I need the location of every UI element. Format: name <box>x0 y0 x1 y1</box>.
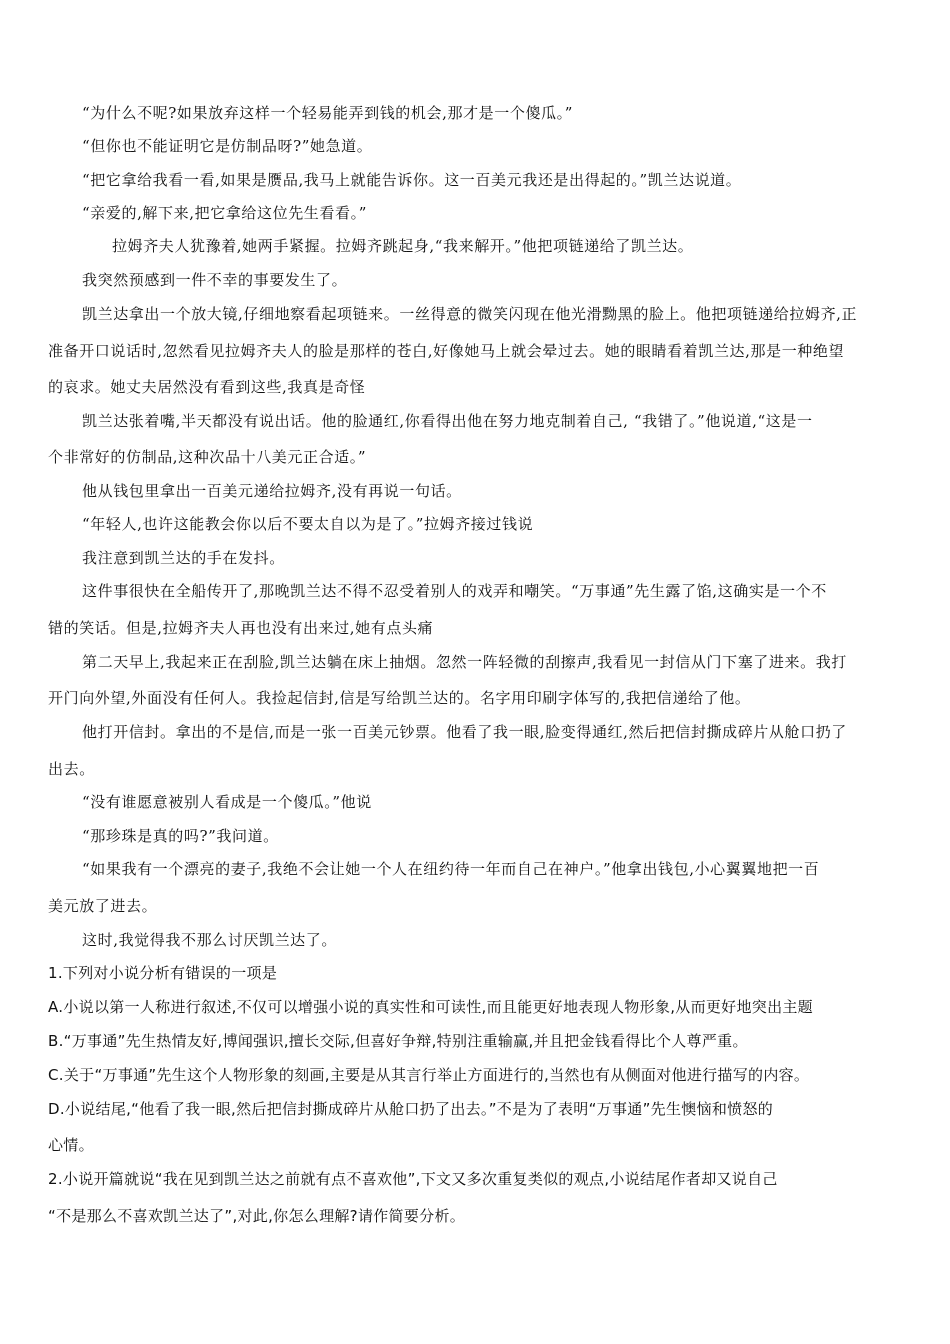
story-line: 我注意到凯兰达的手在发抖。 <box>82 549 285 567</box>
option-b: B.“万事通”先生热情友好,博闻强识,擅长交际,但喜好争辩,特别注重输赢,并且把金钱看得比个人尊严重。 <box>48 1032 748 1050</box>
option-a: A.小说以第一人称进行叙述,不仅可以增强小说的真实性和可读性,而且能更好地表现人物形象,从而更好地突出主题 <box>48 998 813 1016</box>
story-line: 这时,我觉得我不那么讨厌凯兰达了。 <box>82 931 337 949</box>
story-line: 出去。 <box>48 760 95 778</box>
option-d-continued: 心情。 <box>48 1136 94 1154</box>
story-line: 凯兰达拿出一个放大镜,仔细地察看起项链来。一丝得意的微笑闪现在他光滑黝黑的脸上。他把项链递给拉姆齐,正 <box>82 305 858 323</box>
question-1: 1.下列对小说分析有错误的一项是 <box>48 964 278 982</box>
story-line: 的哀求。她丈夫居然没有看到这些,我真是奇怪 <box>48 378 366 396</box>
story-line: “没有谁愿意被别人看成是一个傻瓜。”他说 <box>82 793 372 811</box>
story-line: 我突然预感到一件不幸的事要发生了。 <box>82 271 348 289</box>
question-2: 2.小说开篇就说“我在见到凯兰达之前就有点不喜欢他”,下文又多次重复类似的观点,小说结尾作者却又说自己 <box>48 1170 778 1188</box>
story-line: “但你也不能证明它是仿制品呀?”她急道。 <box>82 137 373 155</box>
option-c: C.关于“万事通”先生这个人物形象的刻画,主要是从其言行举止方面进行的,当然也有从侧面对他进行描写的内容。 <box>48 1066 810 1084</box>
story-line: 第二天早上,我起来正在刮脸,凯兰达躺在床上抽烟。忽然一阵轻微的刮擦声,我看见一封信从门下塞了进来。我打 <box>82 653 847 671</box>
story-line: 开门向外望,外面没有任何人。我捡起信封,信是写给凯兰达的。名字用印刷字体写的,我把信递给了他。 <box>48 689 751 707</box>
story-line: 他打开信封。拿出的不是信,而是一张一百美元钞票。他看了我一眼,脸变得通红,然后把信封撕成碎片从舱口扔了 <box>82 723 847 741</box>
story-line: 这件事很快在全船传开了,那晚凯兰达不得不忍受着别人的戏弄和嘲笑。“万事通”先生露了馅,这确实是一个不 <box>82 582 827 600</box>
story-line: “亲爱的,解下来,把它拿给这位先生看看。” <box>82 204 367 222</box>
story-line: “为什么不呢?如果放弃这样一个轻易能弄到钱的机会,那才是一个傻瓜。” <box>82 104 574 122</box>
story-line: 个非常好的仿制品,这种次品十八美元正合适。” <box>48 448 367 466</box>
story-line: 错的笑话。但是,拉姆齐夫人再也没有出来过,她有点头痛 <box>48 619 434 637</box>
story-line: “如果我有一个漂亮的妻子,我绝不会让她一个人在纽约待一年而自己在神户。”他拿出钱包,小心翼翼地把一百 <box>82 860 820 878</box>
option-d: D.小说结尾,“他看了我一眼,然后把信封撕成碎片从舱口扔了出去。”不是为了表明“万事通”先生懊恼和愤怒的 <box>48 1100 774 1118</box>
story-line: 他从钱包里拿出一百美元递给拉姆齐,没有再说一句话。 <box>82 482 462 500</box>
story-line: “那珍珠是真的吗?”我问道。 <box>82 827 279 845</box>
story-line: “把它拿给我看一看,如果是赝品,我马上就能告诉你。这一百美元我还是出得起的。”凯兰达说道。 <box>82 171 742 189</box>
question-2-continued: “不是那么不喜欢凯兰达了”,对此,你怎么理解?请作简要分析。 <box>48 1207 466 1225</box>
story-line: 准备开口说话时,忽然看见拉姆齐夫人的脸是那样的苍白,好像她马上就会晕过去。她的眼睛看着凯兰达,那是一种绝望 <box>48 342 845 360</box>
story-line: 凯兰达张着嘴,半天都没有说出话。他的脸通红,你看得出他在努力地克制着自己, “我错了。”他说道,“这是一 <box>82 412 813 430</box>
story-line: 美元放了进去。 <box>48 897 158 915</box>
story-line: “年轻人,也许这能教会你以后不要太自以为是了。”拉姆齐接过钱说 <box>82 515 534 533</box>
story-line: 拉姆齐夫人犹豫着,她两手紧握。拉姆齐跳起身,“我来解开。”他把项链递给了凯兰达。 <box>112 237 694 255</box>
